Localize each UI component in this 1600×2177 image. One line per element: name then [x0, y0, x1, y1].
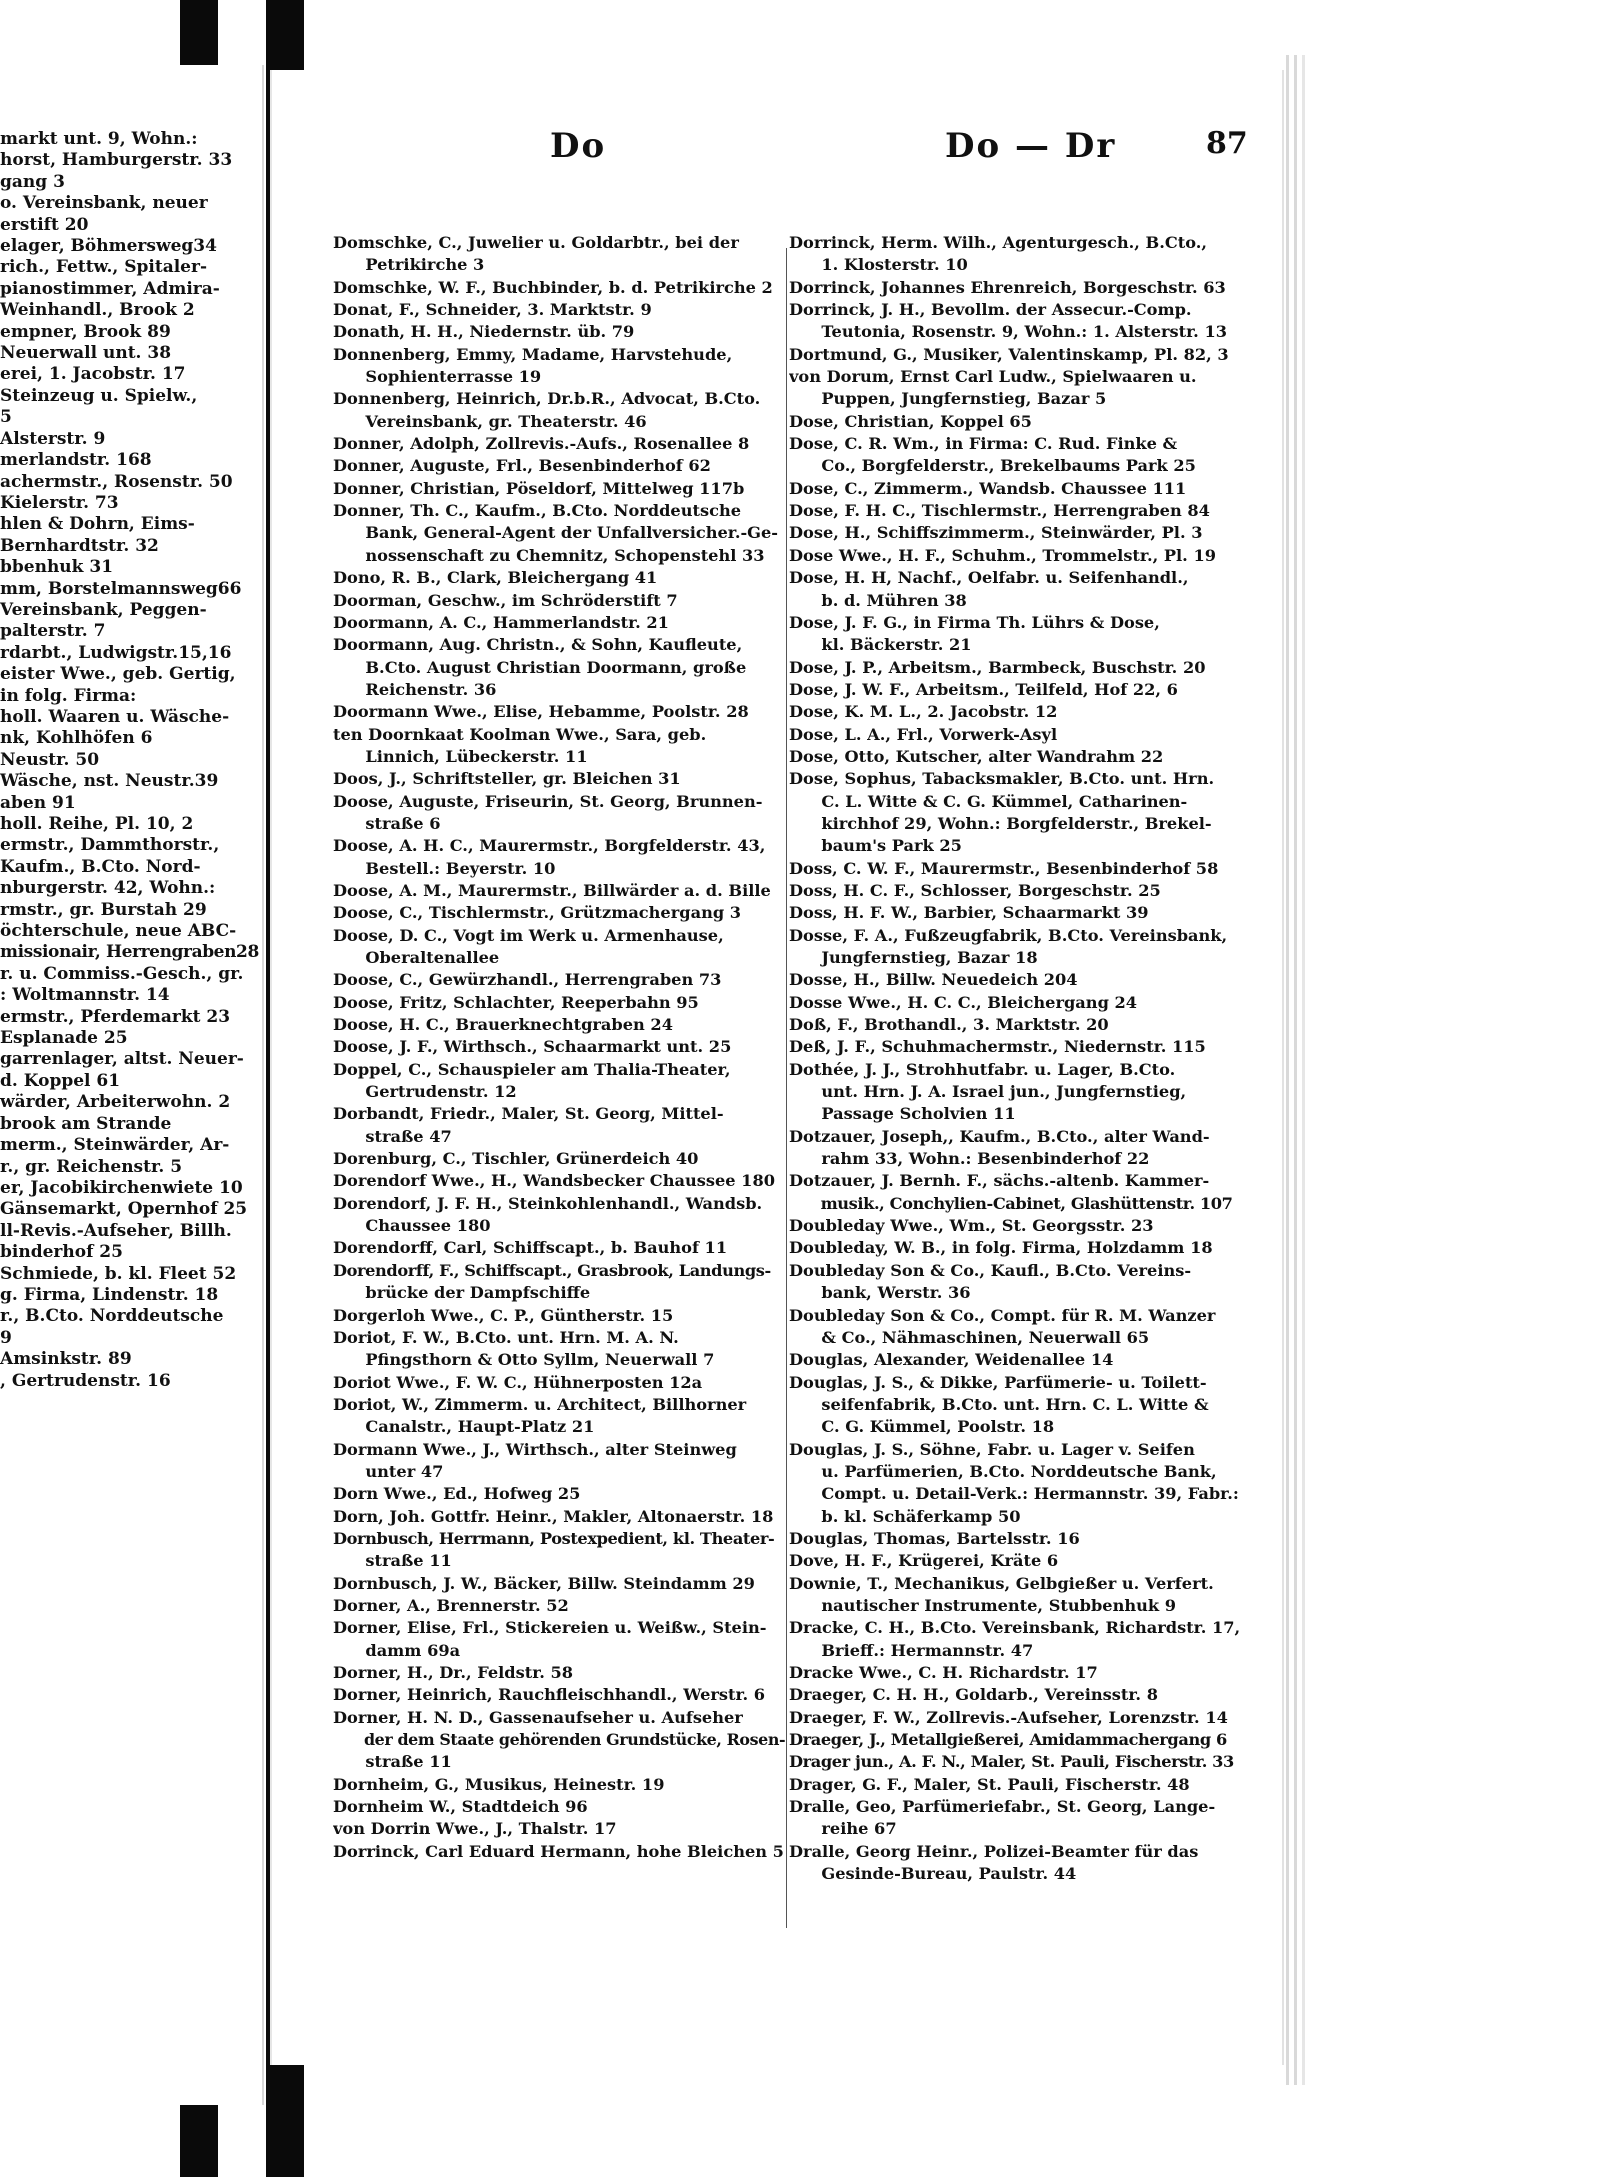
directory-entry-line: Sophienterrasse 19	[333, 367, 542, 387]
left-page-line: Alsterstr. 9	[0, 428, 106, 449]
directory-entry-line: Dose, H., Schiffszimmerm., Steinwärder, Pl. 3	[789, 523, 1203, 543]
directory-entry-line: kirchhof 29, Wohn.: Borgfelderstr., Brekel-	[789, 813, 1212, 833]
left-page-line: r., B.Cto. Norddeutsche	[0, 1306, 224, 1327]
directory-entry-line: Donner, Auguste, Frl., Besenbinderhof 62	[333, 456, 711, 476]
left-page-line: r., gr. Reichenstr. 5	[0, 1156, 183, 1177]
directory-entry-line: Doose, C., Gewürzhandl., Herrengraben 73	[333, 970, 722, 990]
left-page-line: Kaufm., B.Cto. Nord-	[0, 856, 201, 877]
left-page-line: brook am Strande	[0, 1113, 172, 1134]
directory-entry-line: Compt. u. Detail-Verk.: Hermannstr. 39, Fabr.:	[789, 1484, 1239, 1504]
directory-entry-line: Dose, C. R. Wm., in Firma: C. Rud. Finke &	[789, 434, 1178, 454]
page-edge	[1302, 55, 1305, 2085]
left-page-line: horst, Hamburgerstr. 33	[0, 150, 233, 171]
directory-entry-line: Dorenburg, C., Tischler, Grünerdeich 40	[333, 1149, 699, 1169]
directory-entry-line: Dove, H. F., Krügerei, Kräte 6	[789, 1551, 1059, 1571]
left-page-line: markt unt. 9, Wohn.:	[0, 129, 198, 149]
directory-entry-line: Doormann, Aug. Christn., & Sohn, Kaufleute,	[333, 635, 743, 655]
directory-entry-line: Dorner, A., Brennerstr. 52	[333, 1595, 569, 1615]
directory-entry-line: straße 11	[333, 1551, 452, 1571]
directory-entry-line: Petrikirche 3	[333, 255, 485, 275]
directory-entry-line: Drager, G. F., Maler, St. Pauli, Fischerstr. 48	[789, 1774, 1190, 1794]
directory-column-right	[789, 232, 1241, 1885]
left-page-line: holl. Waaren u. Wäsche-	[0, 706, 230, 727]
directory-entry-line: Downie, T., Mechanikus, Gelbgießer u. Verfert.	[789, 1573, 1214, 1593]
directory-entry-line: Doss, C. W. F., Maurermstr., Besenbinderhof 58	[789, 858, 1219, 878]
directory-entry-line: Doppel, C., Schauspieler am Thalia-Theater,	[333, 1059, 731, 1079]
directory-entry-line: Oberaltenallee	[333, 948, 500, 967]
directory-entry-line: Dorner, H. N. D., Gassenaufseher u. Aufseher	[333, 1707, 743, 1727]
left-page-line: erstift 20	[0, 214, 89, 235]
directory-entry-line: Dormann Wwe., J., Wirthsch., alter Steinweg	[333, 1439, 737, 1459]
left-page-line: er, Jacobikirchenwiete 10	[0, 1177, 243, 1198]
directory-entry-line: Douglas, J. S., & Dikke, Parfümerie- u. Toilett-	[789, 1372, 1207, 1392]
directory-entry-line: Doss, H. C. F., Schlosser, Borgeschstr. 25	[789, 880, 1161, 900]
directory-entry-line: nossenschaft zu Chemnitz, Schopenstehl 33	[333, 545, 765, 565]
directory-entry-line: Doß, F., Brothandl., 3. Marktstr. 20	[789, 1015, 1109, 1035]
directory-entry-line: Doose, Auguste, Friseurin, St. Georg, Brunnen-	[333, 791, 763, 811]
left-page-line: empner, Brook 89	[0, 321, 171, 342]
directory-entry-line: Dorendorf, J. F. H., Steinkohlenhandl., Wandsb.	[333, 1193, 763, 1213]
left-page-line: rich., Fettw., Spitaler-	[0, 257, 207, 278]
left-page-line: missionair, Herrengraben28	[0, 942, 259, 963]
directory-entry-line: Doss, H. F. W., Barbier, Schaarmarkt 39	[789, 903, 1149, 923]
directory-entry-line: Puppen, Jungfernstieg, Bazar 5	[789, 389, 1107, 409]
directory-entry-line: Bank, General-Agent der Unfallversicher.-Ge-	[333, 523, 779, 543]
directory-entry-line: straße 11	[333, 1752, 452, 1772]
directory-entry-line: Reichenstr. 36	[333, 679, 497, 699]
directory-entry-line: Doriot Wwe., F. W. C., Hühnerposten 12a	[333, 1372, 703, 1392]
page-edge	[1286, 55, 1289, 2085]
left-page-line: g. Firma, Lindenstr. 18	[0, 1284, 219, 1305]
directory-entry-line: Deß, J. F., Schuhmachermstr., Niedernstr. 115	[789, 1037, 1206, 1057]
directory-entry-line: Doose, A. H. C., Maurermstr., Borgfelderstr. 43,	[333, 836, 766, 856]
left-page-line: ll-Revis.-Aufseher, Billh.	[0, 1220, 232, 1241]
directory-entry-line: Dorendorff, F., Schiffscapt., Grasbrook, Landungs-	[333, 1260, 771, 1280]
directory-entry-line: unt. Hrn. J. A. Israel jun., Jungfernstieg,	[789, 1082, 1187, 1102]
directory-entry-line: Bestell.: Beyerstr. 10	[333, 858, 556, 878]
page-edge	[1294, 55, 1297, 2085]
left-page-line: Esplanade 25	[0, 1028, 128, 1049]
directory-entry-line: straße 47	[333, 1126, 452, 1146]
directory-entry-line: Doriot, F. W., B.Cto. unt. Hrn. M. A. N.	[333, 1327, 679, 1347]
directory-entry-line: der dem Staate gehörenden Grundstücke, Rosen-	[333, 1730, 785, 1750]
directory-entry-line: Dose, Sophus, Tabacksmakler, B.Cto. unt. Hrn.	[789, 769, 1215, 789]
directory-entry-line: Douglas, J. S., Söhne, Fabr. u. Lager v. Seifen	[789, 1439, 1195, 1459]
left-page-line: garrenlager, altst. Neuer-	[0, 1049, 244, 1070]
directory-entry-line: Donnenberg, Heinrich, Dr.b.R., Advocat, B.Cto.	[333, 389, 761, 409]
left-page-line: erei, 1. Jacobstr. 17	[0, 364, 186, 385]
left-page-line: nburgerstr. 42, Wohn.:	[0, 878, 216, 899]
directory-entry-line: Doriot, W., Zimmerm. u. Architect, Billhorner	[333, 1394, 747, 1414]
directory-entry-line: Doose, D. C., Vogt im Werk u. Armenhause,	[333, 925, 724, 945]
directory-entry-line: bank, Werstr. 36	[789, 1283, 971, 1303]
directory-entry-line: baum's Park 25	[789, 836, 962, 856]
directory-entry-line: Co., Borgfelderstr., Brekelbaums Park 25	[789, 456, 1196, 476]
directory-entry-line: Dralle, Geo, Parfümeriefabr., St. Georg, Lange-	[789, 1797, 1216, 1817]
directory-entry-line: Dorn, Joh. Gottfr. Heinr., Makler, Altonaerstr. 18	[333, 1506, 774, 1526]
directory-entry-line: Dornbusch, J. W., Bäcker, Billw. Steindamm 29	[333, 1573, 755, 1593]
left-page-line: achermstr., Rosenstr. 50	[0, 471, 233, 492]
left-page-line: elager, Böhmersweg34	[0, 236, 217, 257]
directory-entry-line: damm 69a	[333, 1640, 461, 1660]
directory-entry-line: Dornheim, G., Musikus, Heinestr. 19	[333, 1774, 665, 1794]
directory-entry-line: Dose Wwe., H. F., Schuhm., Trommelstr., Pl. 19	[789, 545, 1216, 565]
directory-entry-line: Dorbandt, Friedr., Maler, St. Georg, Mittel-	[333, 1104, 724, 1124]
directory-entry-line: Dracke, C. H., B.Cto. Vereinsbank, Richardstr. 17,	[789, 1618, 1241, 1638]
directory-entry-line: kl. Bäckerstr. 21	[789, 635, 972, 655]
directory-entry-line: Doose, C., Tischlermstr., Grützmachergang 3	[333, 903, 742, 923]
directory-entry-line: Doose, A. M., Maurermstr., Billwärder a. d. Bille	[333, 880, 771, 900]
directory-entry-line: Domschke, W. F., Buchbinder, b. d. Petrikirche 2	[333, 277, 773, 297]
directory-entry-line: Dorner, H., Dr., Feldstr. 58	[333, 1663, 574, 1682]
directory-entry-line: Passage Scholvien 11	[789, 1104, 1016, 1124]
directory-entry-line: Doose, Fritz, Schlachter, Reeperbahn 95	[333, 992, 699, 1012]
directory-entry-line: Vereinsbank, gr. Theaterstr. 46	[333, 411, 647, 431]
directory-entry-line: Douglas, Thomas, Bartelsstr. 16	[789, 1528, 1080, 1548]
directory-entry-line: Doubleday Wwe., Wm., St. Georgsstr. 23	[789, 1216, 1154, 1236]
left-page-line: merm., Steinwärder, Ar-	[0, 1135, 230, 1156]
directory-entry-line: Doubleday Son & Co., Kaufl., B.Cto. Vereins-	[789, 1260, 1192, 1280]
left-page-line: Neuerwall unt. 38	[0, 343, 172, 364]
left-page-line: aben 91	[0, 792, 76, 813]
directory-entry-line: Pfingsthorn & Otto Syllm, Neuerwall 7	[333, 1350, 715, 1370]
left-page-line: Vereinsbank, Peggen-	[0, 599, 207, 620]
directory-entry-line: unter 47	[333, 1461, 444, 1481]
left-page-line: d. Koppel 61	[0, 1070, 121, 1091]
directory-entry-line: Doos, J., Schriftsteller, gr. Bleichen 31	[333, 769, 681, 789]
directory-entry-line: Jungfernstieg, Bazar 18	[789, 948, 1038, 967]
directory-entry-line: seifenfabrik, B.Cto. unt. Hrn. C. L. Witte &	[789, 1394, 1209, 1414]
directory-entry-line: Drager jun., A. F. N., Maler, St. Pauli, Fischerstr. 33	[789, 1752, 1234, 1772]
directory-entry-line: Dorgerloh Wwe., C. P., Güntherstr. 15	[333, 1305, 674, 1325]
directory-entry-line: von Dorum, Ernst Carl Ludw., Spielwaaren u.	[789, 367, 1197, 387]
directory-entry-line: Dralle, Georg Heinr., Polizei-Beamter für das	[789, 1841, 1199, 1861]
directory-entry-line: Dose, Otto, Kutscher, alter Wandrahm 22	[789, 746, 1164, 766]
directory-entry-line: Dose, K. M. L., 2. Jacobstr. 12	[789, 702, 1058, 722]
left-page-line: Amsinkstr. 89	[0, 1349, 132, 1370]
directory-entry-line: Teutonia, Rosenstr. 9, Wohn.: 1. Alsterstr. 13	[789, 322, 1227, 342]
directory-entry-line: Dortmund, G., Musiker, Valentinskamp, Pl. 82, 3	[789, 344, 1229, 364]
left-page	[0, 65, 264, 2105]
directory-entry-line: Dracke Wwe., C. H. Richardstr. 17	[789, 1663, 1098, 1682]
directory-entry-line: Doormann, A. C., Hammerlandstr. 21	[333, 612, 669, 632]
directory-entry-line: Dorrinck, Johannes Ehrenreich, Borgeschstr. 63	[789, 277, 1226, 297]
directory-entry-line: Draeger, J., Metallgießerei, Amidammachergang 6	[789, 1730, 1227, 1750]
directory-entry-line: Dose, H. H, Nachf., Oelfabr. u. Seifenhandl.,	[789, 568, 1189, 588]
directory-entry-line: b. kl. Schäferkamp 50	[789, 1506, 1021, 1526]
directory-entry-line: Dornheim W., Stadtdeich 96	[333, 1797, 588, 1817]
directory-entry-line: Dorrinck, Herm. Wilh., Agenturgesch., B.Cto.,	[789, 233, 1207, 252]
left-page-line: 9	[0, 1327, 12, 1348]
directory-entry-line: Gesinde-Bureau, Paulstr. 44	[789, 1864, 1077, 1884]
directory-entry-line: nautischer Instrumente, Stubbenhuk 9	[789, 1595, 1176, 1615]
directory-entry-line: C. L. Witte & C. G. Kümmel, Catharinen-	[789, 791, 1188, 811]
directory-entry-line: Dorendorff, Carl, Schiffscapt., b. Bauhof 11	[333, 1238, 728, 1258]
directory-entry-line: b. d. Mühren 38	[789, 590, 967, 610]
directory-entry-line: Donnenberg, Emmy, Madame, Harvstehude,	[333, 344, 733, 364]
directory-entry-line: Dorn Wwe., Ed., Hofweg 25	[333, 1484, 581, 1504]
directory-entry-line: Dotzauer, J. Bernh. F., sächs.-altenb. Kammer-	[789, 1171, 1210, 1191]
running-head-right: Do — Dr	[945, 126, 1117, 166]
directory-entry-line: Dorrinck, J. H., Bevollm. der Assecur.-Comp.	[789, 300, 1192, 320]
left-page-line: r. u. Commiss.-Gesch., gr.	[0, 963, 244, 984]
directory-entry-line: Doorman, Geschw., im Schröderstift 7	[333, 590, 678, 610]
directory-entry-line: Doubleday, W. B., in folg. Firma, Holzdamm 18	[789, 1238, 1213, 1258]
left-page-line: mm, Borstelmannsweg66	[0, 578, 242, 599]
directory-entry-line: Donat, F., Schneider, 3. Marktstr. 9	[333, 300, 652, 320]
directory-entry-line: Dosse, H., Billw. Neuedeich 204	[789, 970, 1078, 990]
directory-entry-line: Gertrudenstr. 12	[333, 1082, 517, 1102]
directory-entry-line: Dotzauer, Joseph,, Kaufm., B.Cto., alter Wand-	[789, 1126, 1210, 1146]
directory-entry-line: Domschke, C., Juwelier u. Goldarbtr., bei der	[333, 233, 739, 252]
directory-entry-line: Dorendorf Wwe., H., Wandsbecker Chaussee 180	[333, 1171, 775, 1191]
left-page-line: 5	[0, 407, 12, 428]
left-page-line: in folg. Firma:	[0, 685, 137, 706]
left-page-line: wärder, Arbeiterwohn. 2	[0, 1092, 231, 1113]
left-page-line: eister Wwe., geb. Gertig,	[0, 664, 236, 685]
left-page-line: merlandstr. 168	[0, 450, 152, 471]
left-page-line: Neustr. 50	[0, 749, 100, 770]
directory-entry-line: brücke der Dampfschiffe	[333, 1283, 591, 1303]
left-page-line: gang 3	[0, 171, 65, 192]
left-page-line: Weinhandl., Brook 2	[0, 300, 195, 321]
directory-entry-line: Dono, R. B., Clark, Bleichergang 41	[333, 568, 658, 588]
running-head-left: Do	[550, 126, 607, 166]
directory-entry-line: Canalstr., Haupt-Platz 21	[333, 1417, 595, 1437]
directory-entry-line: Dorrinck, Carl Eduard Hermann, hohe Bleichen 5	[333, 1841, 784, 1861]
directory-entry-line: Donath, H. H., Niedernstr. üb. 79	[333, 322, 635, 342]
left-page-line: bbenhuk 31	[0, 557, 114, 578]
left-page-line: Schmiede, b. kl. Fleet 52	[0, 1263, 237, 1284]
directory-entry-line: Dorner, Elise, Frl., Stickereien u. Weißw., Stein-	[333, 1618, 767, 1638]
directory-entry-line: Dose, F. H. C., Tischlermstr., Herrengraben 84	[789, 501, 1210, 521]
left-page-line: Kielerstr. 73	[0, 492, 119, 513]
left-page-text	[0, 129, 262, 1392]
directory-entry-line: Dose, L. A., Frl., Vorwerk-Asyl	[789, 724, 1058, 744]
left-page-line: , Gertrudenstr. 16	[0, 1370, 171, 1391]
directory-entry-line: Chaussee 180	[333, 1216, 491, 1236]
left-page-line: Wäsche, nst. Neustr.39	[0, 771, 219, 792]
column-rule	[786, 248, 787, 1928]
directory-entry-line: Dothée, J. J., Strohhutfabr. u. Lager, B.Cto.	[789, 1059, 1176, 1079]
left-page-line: rdarbt., Ludwigstr.15,16	[0, 642, 232, 663]
left-page-line: pianostimmer, Admira-	[0, 278, 220, 299]
left-page-line: Gänsemarkt, Opernhof 25	[0, 1199, 248, 1220]
directory-entry-line: Doose, H. C., Brauerknechtgraben 24	[333, 1015, 673, 1035]
directory-entry-line: 1. Klosterstr. 10	[789, 255, 968, 275]
directory-entry-line: Draeger, C. H. H., Goldarb., Vereinsstr. 8	[789, 1685, 1158, 1705]
left-page-line: Steinzeug u. Spielw.,	[0, 385, 198, 406]
directory-entry-line: Donner, Adolph, Zollrevis.-Aufs., Rosenallee 8	[333, 434, 750, 454]
directory-entry-line: Dose, Christian, Koppel 65	[789, 411, 1032, 431]
left-page-line: ermstr., Pferdemarkt 23	[0, 1006, 231, 1027]
directory-entry-line: Dornbusch, Herrmann, Postexpedient, kl. Theater-	[333, 1528, 775, 1548]
directory-entry-line: Dorner, Heinrich, Rauchfleischhandl., Werstr. 6	[333, 1685, 766, 1705]
directory-entry-line: B.Cto. August Christian Doormann, große	[333, 657, 747, 677]
left-page-line: : Woltmannstr. 14	[0, 985, 170, 1006]
directory-entry-line: Dose, J. P., Arbeitsm., Barmbeck, Buschstr. 20	[789, 657, 1206, 677]
directory-entry-line: Donner, Th. C., Kaufm., B.Cto. Norddeutsche	[333, 501, 742, 521]
directory-entry-line: Dose, C., Zimmerm., Wandsb. Chaussee 111	[789, 478, 1187, 498]
directory-entry-line: von Dorrin Wwe., J., Thalstr. 17	[333, 1819, 617, 1839]
left-page-line: Bernhardtstr. 32	[0, 535, 159, 556]
left-page-line: nk, Kohlhöfen 6	[0, 728, 153, 749]
directory-entry-line: Dose, J. W. F., Arbeitsm., Teilfeld, Hof 22, 6	[789, 679, 1178, 699]
left-page-line: ermstr., Dammthorstr.,	[0, 835, 220, 856]
directory-entry-line: straße 6	[333, 813, 441, 833]
left-page-line: öchterschule, neue ABC-	[0, 921, 237, 942]
directory-entry-line: Douglas, Alexander, Weidenallee 14	[789, 1350, 1114, 1370]
directory-entry-line: Dosse Wwe., H. C. C., Bleichergang 24	[789, 992, 1138, 1012]
directory-entry-line: Dose, J. F. G., in Firma Th. Lührs & Dose,	[789, 612, 1160, 632]
directory-entry-line: reihe 67	[789, 1819, 897, 1839]
directory-entry-line: Doormann Wwe., Elise, Hebamme, Poolstr. 28	[333, 702, 749, 722]
directory-entry-line: & Co., Nähmaschinen, Neuerwall 65	[789, 1327, 1150, 1347]
directory-entry-line: Brieff.: Hermannstr. 47	[789, 1640, 1034, 1660]
directory-entry-line: rahm 33, Wohn.: Besenbinderhof 22	[789, 1149, 1150, 1169]
page-number: 87	[1206, 126, 1248, 161]
left-page-line: rmstr., gr. Burstah 29	[0, 899, 207, 920]
left-page-line: o. Vereinsbank, neuer	[0, 193, 208, 214]
left-page-line: hlen & Dohrn, Eims-	[0, 514, 195, 535]
directory-entry-line: u. Parfümerien, B.Cto. Norddeutsche Bank,	[789, 1461, 1217, 1481]
directory-entry-line: Doose, J. F., Wirthsch., Schaarmarkt unt. 25	[333, 1037, 732, 1057]
directory-entry-line: Doubleday Son & Co., Compt. für R. M. Wanzer	[789, 1305, 1216, 1325]
directory-column-left	[333, 232, 785, 1863]
directory-entry-line: Dosse, F. A., Fußzeugfabrik, B.Cto. Vereinsbank,	[789, 925, 1228, 945]
directory-entry-line: C. G. Kümmel, Poolstr. 18	[789, 1417, 1055, 1437]
directory-entry-line: musik., Conchylien-Cabinet, Glashüttenstr. 107	[789, 1193, 1233, 1213]
left-page-line: binderhof 25	[0, 1242, 123, 1263]
left-page-line: palterstr. 7	[0, 621, 106, 642]
directory-entry-line: Linnich, Lübeckerstr. 11	[333, 746, 588, 766]
directory-entry-line: Donner, Christian, Pöseldorf, Mittelweg 117b	[333, 478, 745, 498]
directory-entry-line: ten Doornkaat Koolman Wwe., Sara, geb.	[333, 724, 707, 744]
left-page-line: holl. Reihe, Pl. 10, 2	[0, 814, 194, 834]
directory-entry-line: Draeger, F. W., Zollrevis.-Aufseher, Lorenzstr. 14	[789, 1707, 1228, 1727]
